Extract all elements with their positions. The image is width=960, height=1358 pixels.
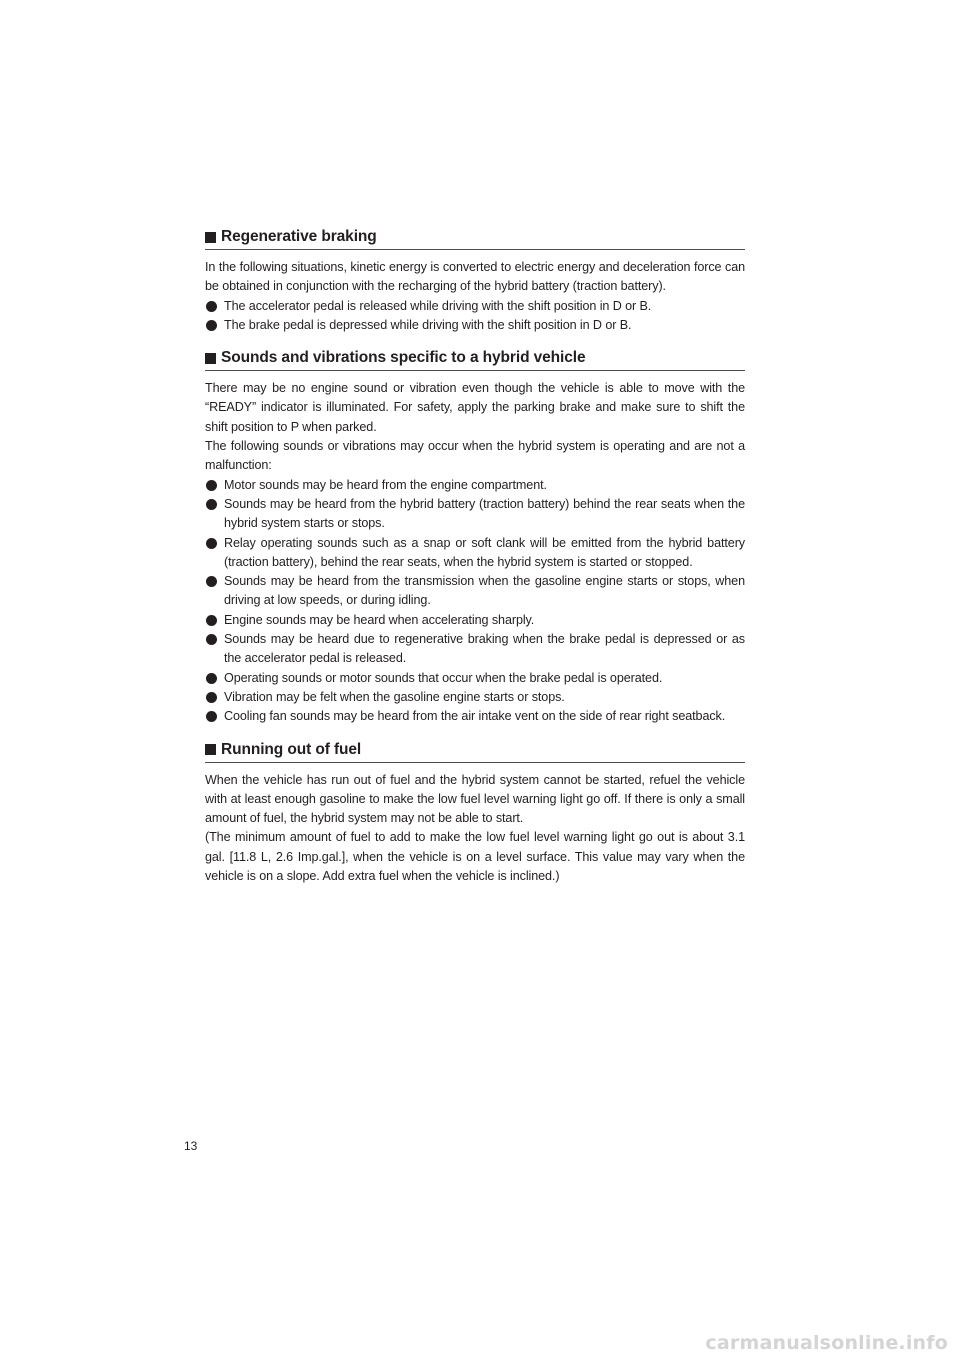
list-item-text: Sounds may be heard from the hybrid battery (traction battery) behind the rear seats when the hybrid system starts or stops. [224,496,745,531]
list-item-text: Motor sounds may be heard from the engine compartment. [224,477,547,492]
list-item [205,476,745,495]
list-item [205,688,745,707]
bullet-dot-icon [206,320,217,331]
section-heading-text: Regenerative braking [221,228,377,245]
list-item-text: The accelerator pedal is released while driving with the shift position in D or B. [224,298,652,313]
section-heading-text: Running out of fuel [221,740,362,758]
paragraph: When the vehicle has run out of fuel and the hybrid system cannot be started, refuel the vehicle with at least enough gasoline to make the low fuel level warning light go off. If there is only a small amount of fuel, the hybrid system may not be able to start. [205,772,745,826]
paragraph: In the following situations, kinetic energy is converted to electric energy and deceleration force can be obtained in conjunction with the recharging of the hybrid battery (traction battery). [205,260,745,294]
section-sounds-vibrations [205,349,745,726]
bullet-dot-icon [206,480,217,491]
list-item-text: Sounds may be heard from the transmission when the gasoline engine starts or stops, when driving at low speeds, or during idling. [224,574,745,608]
bullet-dot-icon [206,576,217,587]
bullet-dot-icon [206,615,217,626]
list-item [205,611,745,630]
bullet-dot-icon [206,692,217,703]
list-item [205,707,745,726]
bullet-list [205,297,745,336]
square-bullet-icon [205,232,216,243]
page-number: 13 [184,1139,198,1153]
section-heading [205,228,745,250]
list-item [205,495,745,534]
list-item-text: Operating sounds or motor sounds that occur when the brake pedal is operated. [224,670,663,685]
section-running-out-of-fuel [205,741,745,887]
square-bullet-icon [205,353,216,364]
bullet-dot-icon [206,499,217,510]
list-item [205,669,745,688]
paragraph: The following sounds or vibrations may occur when the hybrid system is operating and are not a malfunction: [205,439,745,473]
bullet-dot-icon [206,301,217,312]
list-item [205,316,745,335]
bullet-dot-icon [206,711,217,722]
list-item [205,630,745,669]
section-heading-text: Sounds and vibrations specific to a hybrid vehicle [221,349,586,367]
section-heading [205,349,745,371]
bullet-list [205,476,745,727]
bullet-dot-icon [206,538,217,549]
bullet-dot-icon [206,673,217,684]
list-item-text: The brake pedal is depressed while driving with the shift position in D or B. [224,317,632,332]
list-item-text: Vibration may be felt when the gasoline engine starts or stops. [224,689,565,704]
list-item-text: Engine sounds may be heard when accelerating sharply. [224,612,535,627]
section-heading [205,741,745,763]
section-regenerative-braking [205,228,745,335]
list-item-text: Cooling fan sounds may be heard from the air intake vent on the side of rear right seatback. [224,709,726,724]
square-bullet-icon [205,744,216,755]
list-item [205,572,745,611]
list-item [205,297,745,316]
bullet-dot-icon [206,634,217,645]
watermark: carmanualsonline.info [705,1332,948,1354]
paragraph: There may be no engine sound or vibration even though the vehicle is able to move with the “READY” indicator is illuminated. For safety, apply the parking brake and make sure to shift the shift position to P when parked. [205,381,745,434]
list-item [205,534,745,573]
paragraph: (The minimum amount of fuel to add to make the low fuel level warning light go out is about 3.1 gal. [11.8 L, 2.6 Imp.gal.], when the vehicle is on a level surface. This value may vary when the vehicle is on a slope. Add extra fuel when the vehicle is inclined.) [205,830,745,884]
list-item-text: Sounds may be heard due to regenerative braking when the brake pedal is depressed or as the accelerator pedal is released. [224,632,745,666]
list-item-text: Relay operating sounds such as a snap or soft clank will be emitted from the hybrid battery (traction battery), behind the rear seats, when the hybrid system is started or stopped. [224,535,745,569]
page-content [205,228,745,900]
